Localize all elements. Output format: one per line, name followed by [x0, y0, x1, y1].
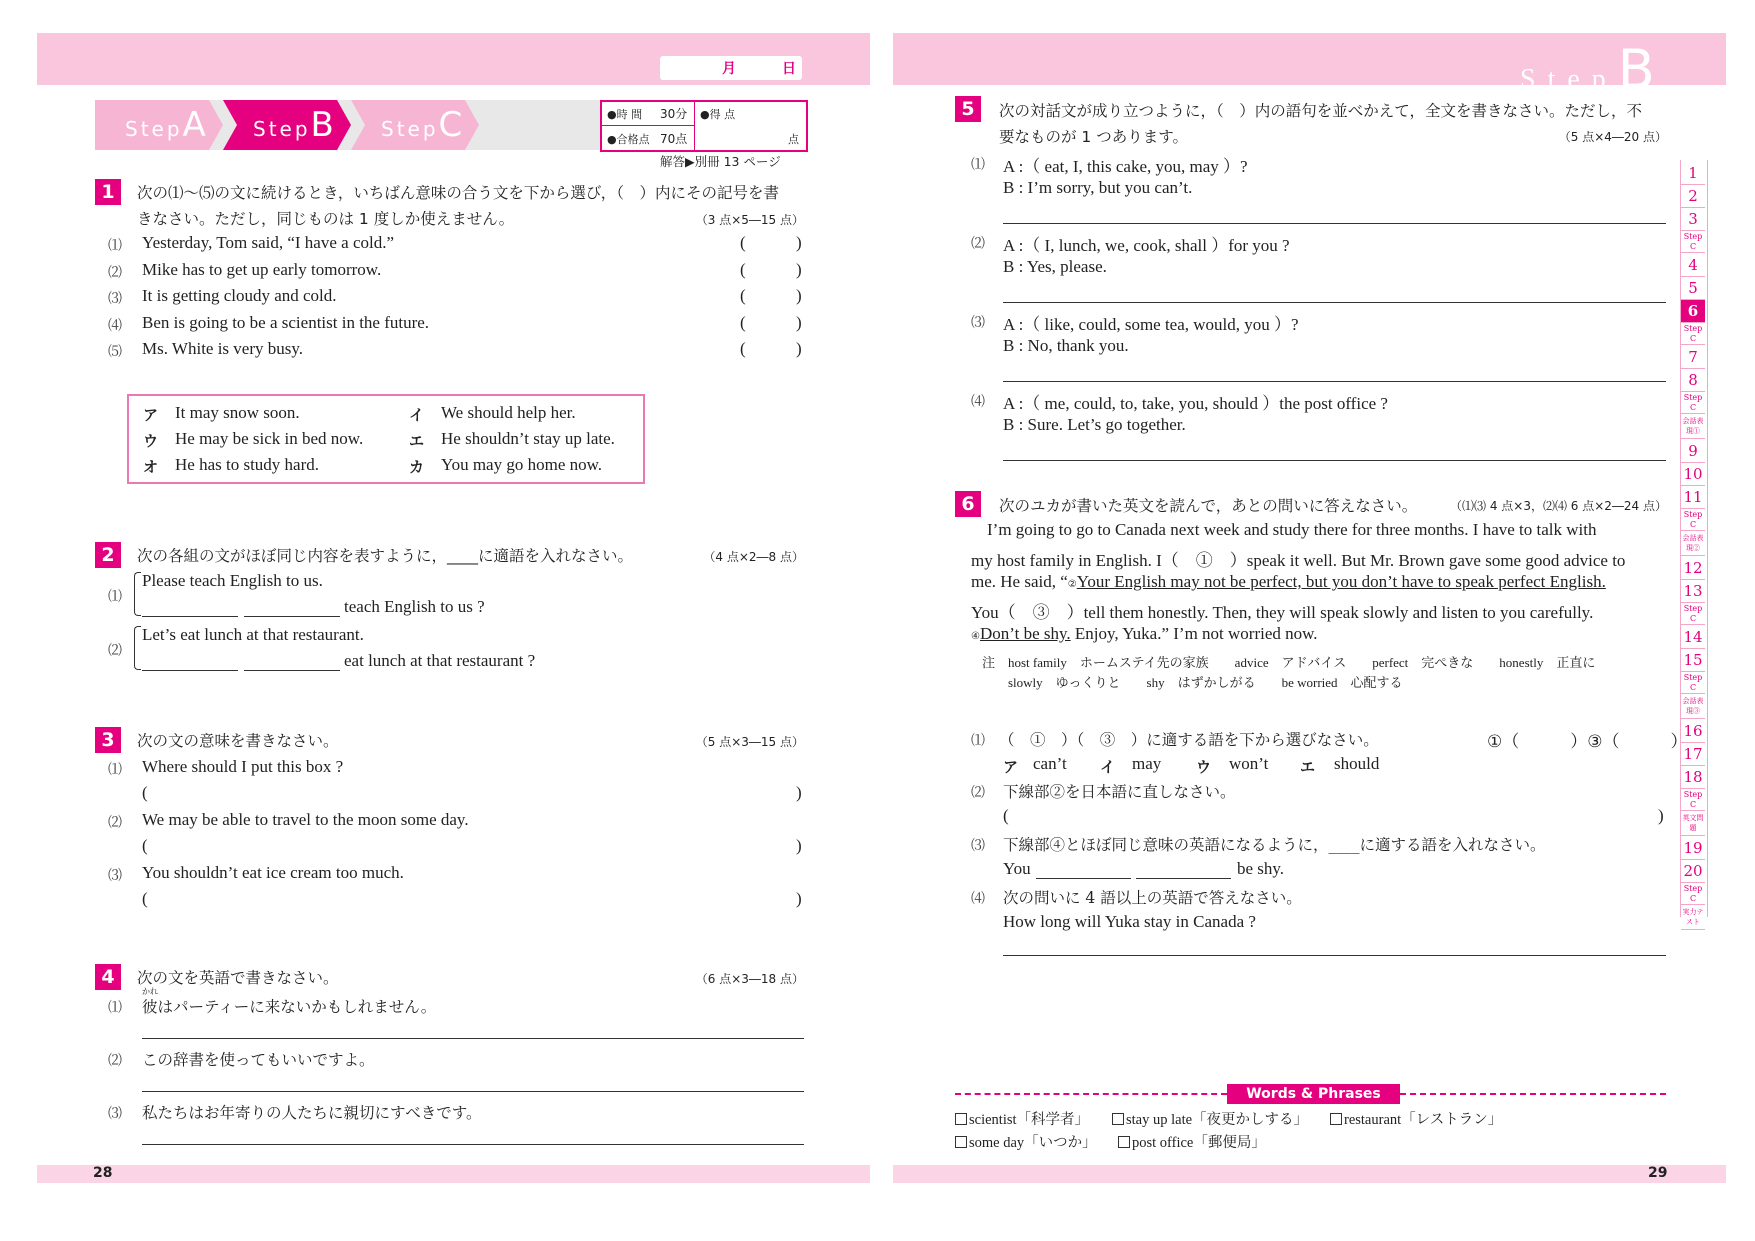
q1-answer-blank[interactable]: ( [740, 313, 746, 332]
q3-sentence: We may be able to travel to the moon some day. [142, 810, 469, 829]
time-value: 30分 [660, 107, 688, 121]
q5-line-b: B : Yes, please. [1003, 257, 1107, 276]
q6-instruction: 次のユカが書いた英文を読んで，あとの問いに答えなさい。 [999, 497, 1418, 515]
brace [134, 572, 141, 616]
q4-answer-line[interactable] [142, 1144, 804, 1145]
score-label: ●得 点 [700, 108, 736, 121]
q6-sub2-instruction: 下線部②を日本語に直しなさい。 [1003, 783, 1236, 801]
q1-item-text: It is getting cloudy and cold. [142, 286, 337, 305]
checkbox[interactable] [1330, 1113, 1342, 1125]
q1-instruction-2: きなさい。ただし，同じものは 1 度しか使えません。 [137, 210, 515, 228]
answer-reference: 解答▶別冊 13 ページ [660, 154, 781, 169]
q5-instruction-2: 要なものが 1 つあります。 [999, 128, 1188, 146]
side-index-tab[interactable]: 20 [1681, 860, 1705, 883]
words-phrases-row: some day「いつか」 [955, 1131, 1097, 1152]
checkbox[interactable] [1118, 1136, 1130, 1148]
side-index-tab[interactable]: 9 [1681, 440, 1705, 463]
time-label: ●時 間 [607, 108, 643, 121]
q4-sentence: この辞書を使ってもいいですよ。 [142, 1051, 375, 1069]
q2-sentence-b: eat lunch at that restaurant ? [344, 651, 536, 670]
q6-sub1-instruction: （ ① ）（ ③ ）に適する語を下から選びなさい。 [999, 731, 1379, 749]
q6-points: （⑴⑶ 4 点×3，⑵⑷ 6 点×2―24 点） [1450, 499, 1667, 513]
page-number-right: 29 [1648, 1165, 1668, 1181]
q1-item-text: Yesterday, Tom said, “I have a cold.” [142, 233, 395, 252]
date-month: 月 [722, 61, 736, 77]
q3-sentence: Where should I put this box ? [142, 757, 344, 776]
ruby-kare: かれ [142, 987, 158, 996]
q2-sentence-b: teach English to us ? [344, 597, 485, 616]
q4-number: 4 [95, 964, 121, 990]
side-index-tab[interactable]: Step C [1681, 231, 1705, 253]
q5-line-a: A :（ me, could, to, take, you, should ）the post office ? [1003, 394, 1388, 413]
q6-sub2-answer-blank[interactable]: ( [1003, 806, 1009, 825]
side-index-tab[interactable]: 英文問題 [1681, 812, 1705, 836]
date-day: 日 [782, 61, 796, 77]
side-index-tab[interactable]: 15 [1681, 649, 1705, 672]
page-number-left: 28 [93, 1165, 113, 1181]
side-index-tab[interactable]: Step C [1681, 392, 1705, 414]
side-index-tab[interactable]: 1 [1681, 162, 1705, 185]
q1-instruction-1: 次の⑴～⑸の文に続けるとき，いちばん意味の合う文を下から選び，（ ）内にその記号を書 [137, 184, 780, 202]
side-index-tab[interactable]: 6 [1681, 300, 1705, 323]
q6-notes: slowly ゆっくりと shy はずかしがる be worried 心配する [1008, 675, 1403, 690]
q6-sub4-question: How long will Yuka stay in Canada ? [1003, 912, 1256, 931]
q1-item-text: Ben is going to be a scientist in the future. [142, 313, 430, 332]
q6-number: 6 [955, 491, 981, 517]
q1-item-text: Ms. White is very busy. [142, 339, 304, 358]
side-index-tab[interactable]: 17 [1681, 743, 1705, 766]
q1-item-number: ⑴ [108, 238, 122, 254]
q6-sub4-instruction: 次の問いに 4 語以上の英語で答えなさい。 [1003, 889, 1302, 907]
checkbox[interactable] [955, 1136, 967, 1148]
q4-instruction: 次の文を英語で書きなさい。 [137, 969, 339, 987]
q5-number: 5 [955, 96, 981, 122]
q1-answer-blank[interactable]: ( [740, 233, 746, 252]
q6-sub3-instruction: 下線部④とほぼ同じ意味の英語になるように，____に適する語を入れなさい。 [1003, 836, 1546, 854]
q1-item-number: ⑶ [108, 291, 122, 307]
words-phrases-rule-right [1400, 1093, 1666, 1095]
side-index-tab[interactable]: 11 [1681, 486, 1705, 509]
q6-choice: can’t [1033, 754, 1067, 773]
pass-label: ●合格点 [607, 133, 650, 146]
left-footer-band [37, 1165, 870, 1183]
q3-sentence: You shouldn’t eat ice cream too much. [142, 863, 404, 882]
q3-points: （5 点×3―15 点） [695, 735, 804, 749]
words-phrases-row: scientist「科学者」 [955, 1108, 1089, 1129]
right-step-header: StepB [1520, 38, 1655, 101]
q2-blank[interactable] [244, 670, 340, 671]
side-index-tab[interactable]: 7 [1681, 346, 1705, 369]
q1-answer-blank[interactable]: ( [740, 286, 746, 305]
q2-sentence-a: Let’s eat lunch at that restaurant. [142, 625, 364, 644]
date-box [660, 56, 802, 80]
q6-sub3-blank[interactable] [1136, 878, 1231, 879]
q2-number: 2 [95, 542, 121, 568]
q6-sub3-blank[interactable] [1036, 878, 1131, 879]
step-a-tab: StepA [125, 105, 209, 145]
q6-notes: 注 host family ホームステイ先の家族 advice アドバイス perfect 完ぺきな honestly 正直に [982, 655, 1596, 670]
score-unit: 点 [788, 133, 799, 146]
side-index-tab[interactable]: Step C [1681, 789, 1705, 811]
q6-choice: may [1132, 754, 1162, 773]
side-index-tab[interactable]: 会話表現③ [1681, 695, 1705, 719]
brace [134, 626, 141, 670]
q4-answer-line[interactable] [142, 1038, 804, 1039]
q5-answer-line[interactable] [1003, 223, 1666, 224]
q1-number: 1 [95, 179, 121, 205]
q1-item-text: Mike has to get up early tomorrow. [142, 260, 382, 279]
choice-text: It may snow soon. [175, 403, 300, 422]
side-index-tab[interactable]: 18 [1681, 766, 1705, 789]
q2-blank[interactable] [244, 616, 340, 617]
side-index-tab[interactable]: 4 [1681, 254, 1705, 277]
q2-blank[interactable] [142, 670, 238, 671]
q4-points: （6 点×3―18 点） [695, 972, 804, 986]
side-index-tab[interactable]: Step C [1681, 672, 1705, 694]
checkbox[interactable] [955, 1113, 967, 1125]
q6-sub4-answer-line[interactable] [1003, 955, 1666, 956]
side-index-tab[interactable]: Step C [1681, 603, 1705, 625]
q1-item-number: ⑵ [108, 265, 122, 281]
q6-sub1-answer-blanks[interactable]: ①（ ）③（ ） [1487, 732, 1688, 751]
side-index-tab[interactable]: 16 [1681, 720, 1705, 743]
q5-line-b: B : Sure. Let’s go together. [1003, 415, 1186, 434]
side-index-tab[interactable]: 2 [1681, 185, 1705, 208]
side-index-tab[interactable]: Step C [1681, 509, 1705, 531]
q5-answer-line[interactable] [1003, 302, 1666, 303]
choice-text: He may be sick in bed now. [175, 429, 364, 448]
q5-answer-line[interactable] [1003, 460, 1666, 461]
step-b-tab: StepB [253, 105, 337, 145]
side-index-tab[interactable]: 3 [1681, 208, 1705, 231]
side-index-tab[interactable]: 会話表現② [1681, 532, 1705, 556]
side-index-tab[interactable]: 10 [1681, 463, 1705, 486]
side-index-tab[interactable]: 5 [1681, 277, 1705, 300]
q4-sentence: 彼はパーティーに来ないかもしれません。 [142, 998, 437, 1016]
checkbox[interactable] [1112, 1113, 1124, 1125]
q1-item-number: ⑷ [108, 318, 122, 334]
q5-answer-line[interactable] [1003, 381, 1666, 382]
q2-sentence-a: Please teach English to us. [142, 571, 323, 590]
q5-line-a: A :（ I, lunch, we, cook, shall ）for you ? [1003, 236, 1290, 255]
choice-text: You may go home now. [441, 455, 603, 474]
q5-points: （5 点×4―20 点） [1558, 130, 1667, 144]
q6-choice: won’t [1229, 754, 1269, 773]
q1-points: （3 点×5―15 点） [695, 213, 804, 227]
q3-number: 3 [95, 727, 121, 753]
side-index-tab[interactable]: 14 [1681, 626, 1705, 649]
q3-answer-blank[interactable]: ( [142, 783, 148, 802]
side-index-tab[interactable]: 会話表現① [1681, 415, 1705, 439]
q2-points: （4 点×2―8 点） [703, 550, 804, 564]
q1-answer-blank[interactable]: ( [740, 260, 746, 279]
q5-line-a: A :（ eat, I, this cake, you, may ）? [1003, 157, 1248, 176]
right-footer-band [893, 1165, 1726, 1183]
step-c-tab: StepC [381, 105, 466, 145]
q2-instruction: 次の各組の文がほぼ同じ内容を表すように，____に適語を入れなさい。 [137, 547, 634, 565]
q1-item-number: ⑸ [108, 344, 122, 360]
pass-value: 70点 [660, 132, 688, 146]
q4-sentence: 私たちはお年寄りの人たちに親切にすべきです。 [142, 1104, 482, 1122]
side-index-tab[interactable]: 19 [1681, 837, 1705, 860]
q5-line-b: B : No, thank you. [1003, 336, 1129, 355]
q1-answer-blank[interactable]: ( [740, 339, 746, 358]
q1-choices-box: ア It may snow soon. イ We should help her. ウ He may be sick in bed now. エ He shouldn’t stay up late. オ He has to study hard. カ You may go home now. [127, 394, 645, 484]
words-phrases-row: stay up late「夜更かしする」 [1112, 1108, 1308, 1129]
side-index-tab[interactable]: 8 [1681, 369, 1705, 392]
q3-answer-blank[interactable]: ( [142, 836, 148, 855]
q5-instruction-1: 次の対話文が成り立つように，（ ）内の語句を並べかえて，全文を書きなさい。ただし，不 [999, 102, 1642, 120]
choice-text: He has to study hard. [175, 455, 320, 474]
words-phrases-title: Words & Phrases [1227, 1084, 1400, 1104]
side-index-tab[interactable]: Step C [1681, 883, 1705, 905]
choice-text: We should help her. [441, 403, 576, 422]
q3-answer-blank[interactable]: ( [142, 889, 148, 908]
q3-instruction: 次の文の意味を書きなさい。 [137, 732, 339, 750]
q2-blank[interactable] [142, 616, 238, 617]
q5-line-b: B : I’m sorry, but you can’t. [1003, 178, 1193, 197]
words-phrases-rule-left [955, 1093, 1227, 1095]
info-box [600, 100, 808, 152]
side-index-tab[interactable]: 13 [1681, 580, 1705, 603]
q6-choice: should [1334, 754, 1380, 773]
q5-line-a: A :（ like, could, some tea, would, you ）? [1003, 315, 1299, 334]
side-index-tab[interactable]: 12 [1681, 557, 1705, 580]
choice-text: He shouldn’t stay up late. [441, 429, 615, 448]
side-index-tab[interactable]: Step C [1681, 323, 1705, 345]
q4-answer-line[interactable] [142, 1091, 804, 1092]
words-phrases-row: restaurant「レストラン」 [1330, 1108, 1502, 1129]
words-phrases-row: post office「郵便局」 [1118, 1131, 1266, 1152]
side-index-tab[interactable]: 実力テスト [1681, 906, 1705, 930]
